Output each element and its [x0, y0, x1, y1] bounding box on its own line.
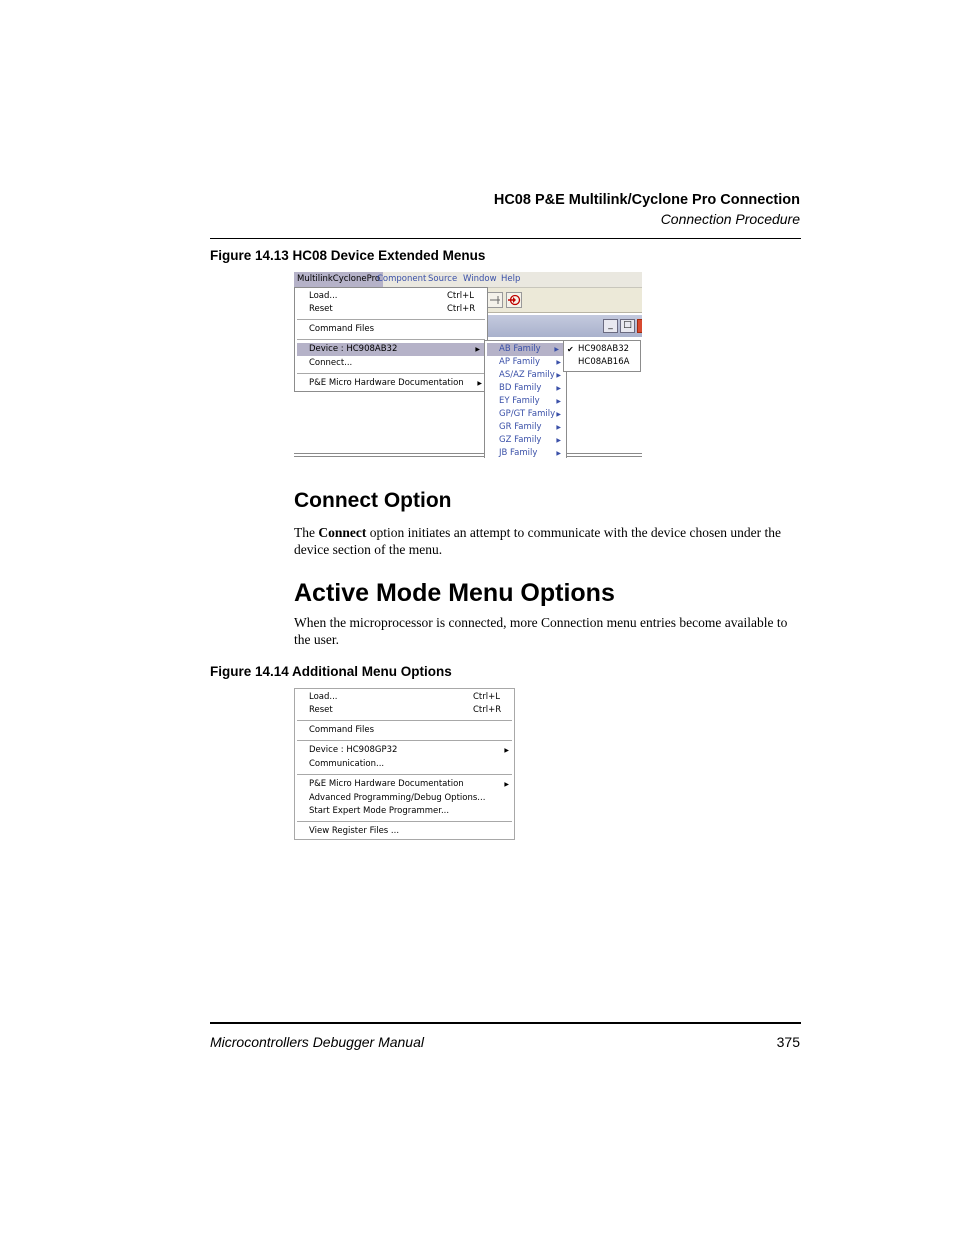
- running-header-subtitle: Connection Procedure: [660, 211, 800, 227]
- family-item[interactable]: GR Family ▶: [499, 422, 561, 432]
- submenu-arrow-icon: ▶: [556, 450, 561, 457]
- device-item-hc08ab16a[interactable]: HC08AB16A: [578, 357, 630, 367]
- family-item[interactable]: AB Family ▶: [487, 343, 564, 356]
- submenu-arrow-icon: ▶: [556, 437, 561, 444]
- family-item[interactable]: GP/GT Family ▶: [499, 409, 561, 419]
- family-item[interactable]: JB Family ▶: [499, 448, 561, 458]
- menu-window[interactable]: Window: [463, 274, 497, 284]
- menu-bar: [294, 272, 642, 288]
- footer-rule: [210, 1022, 801, 1024]
- family-item[interactable]: AP Family ▶: [499, 357, 561, 367]
- menu-item-expert-mode-programmer[interactable]: Start Expert Mode Programmer...: [309, 806, 450, 816]
- submenu-arrow-icon: ▶: [556, 411, 561, 418]
- family-submenu: [484, 340, 567, 458]
- list-icon[interactable]: [487, 292, 503, 308]
- family-item[interactable]: EY Family ▶: [499, 396, 561, 406]
- menu-item-device[interactable]: Device : HC908AB32 ▶: [297, 343, 485, 356]
- submenu-arrow-icon: ▶: [556, 385, 561, 392]
- device-submenu: [563, 340, 641, 372]
- submenu-arrow-icon: ▶: [475, 346, 480, 353]
- running-header-title: HC08 P&E Multilink/Cyclone Pro Connection: [493, 192, 800, 208]
- family-item[interactable]: AS/AZ Family ▶: [499, 370, 561, 380]
- header-rule: [210, 238, 801, 239]
- screenshot-additional-menu-options: [294, 688, 515, 840]
- toolbar: [487, 288, 642, 313]
- menu-component[interactable]: Component: [377, 274, 427, 284]
- menu-item-pe-hardware-docs[interactable]: P&E Micro Hardware Documentation ▶: [309, 378, 482, 388]
- connect-option-paragraph: The Connect option initiates an attempt to communicate with the device chosen under the device section of the menu.: [294, 525, 782, 557]
- menu-source[interactable]: Source: [428, 274, 458, 284]
- heading-active-mode-menu-options: Active Mode Menu Options: [294, 579, 615, 607]
- heading-connect-option: Connect Option: [294, 489, 452, 512]
- checkmark-icon: ✔: [567, 345, 574, 354]
- close-icon[interactable]: [637, 319, 642, 333]
- menu-multilinkcyclonepro[interactable]: MultilinkCyclonePro: [294, 272, 383, 287]
- menu-help[interactable]: Help: [501, 274, 521, 284]
- minimize-icon[interactable]: _: [603, 319, 618, 333]
- menu-item-load[interactable]: Load... Ctrl+L: [309, 291, 474, 301]
- footer-manual-title: Microcontrollers Debugger Manual: [210, 1034, 424, 1050]
- submenu-arrow-icon: ▶: [556, 424, 561, 431]
- maximize-icon[interactable]: □: [620, 319, 635, 333]
- submenu-arrow-icon: ▶: [556, 398, 561, 405]
- submenu-arrow-icon: ▶: [556, 359, 561, 366]
- menu-item-command-files[interactable]: Command Files: [309, 324, 375, 334]
- menu-item-view-register-files[interactable]: View Register Files ...: [309, 826, 400, 836]
- submenu-arrow-icon: ▶: [477, 380, 482, 387]
- figure-caption-14-13: Figure 14.13 HC08 Device Extended Menus: [210, 248, 486, 263]
- menu-item-load[interactable]: Load... Ctrl+L: [309, 692, 500, 702]
- child-window-titlebar: [487, 315, 642, 337]
- figure-caption-14-14: Figure 14.14 Additional Menu Options: [210, 664, 452, 679]
- menu-item-communication[interactable]: Communication...: [309, 759, 385, 769]
- submenu-arrow-icon: ▶: [554, 346, 559, 353]
- submenu-arrow-icon: ▶: [504, 781, 509, 788]
- menu-item-reset[interactable]: Reset Ctrl+R: [309, 705, 502, 715]
- menu-item-advanced-programming[interactable]: Advanced Programming/Debug Options...: [309, 793, 486, 803]
- connect-icon[interactable]: [506, 292, 522, 308]
- menu-item-reset[interactable]: Reset Ctrl+R: [309, 304, 476, 314]
- submenu-arrow-icon: ▶: [556, 372, 561, 379]
- page-number: 375: [776, 1034, 800, 1050]
- screenshot-extended-menus: [294, 272, 642, 458]
- menu-item-command-files[interactable]: Command Files: [309, 725, 375, 735]
- family-item[interactable]: BD Family ▶: [499, 383, 561, 393]
- menu-item-connect[interactable]: Connect...: [309, 358, 353, 368]
- multilink-dropdown-menu: [294, 287, 488, 392]
- menu-item-pe-hardware-docs[interactable]: P&E Micro Hardware Documentation ▶: [309, 779, 509, 789]
- device-item-hc908ab32[interactable]: ✔ HC908AB32: [567, 344, 630, 354]
- submenu-arrow-icon: ▶: [504, 747, 509, 754]
- family-item[interactable]: GZ Family ▶: [499, 435, 561, 445]
- active-mode-paragraph: When the microprocessor is connected, more Connection menu entries become available to the user.: [294, 615, 788, 647]
- menu-item-device[interactable]: Device : HC908GP32 ▶: [309, 745, 509, 755]
